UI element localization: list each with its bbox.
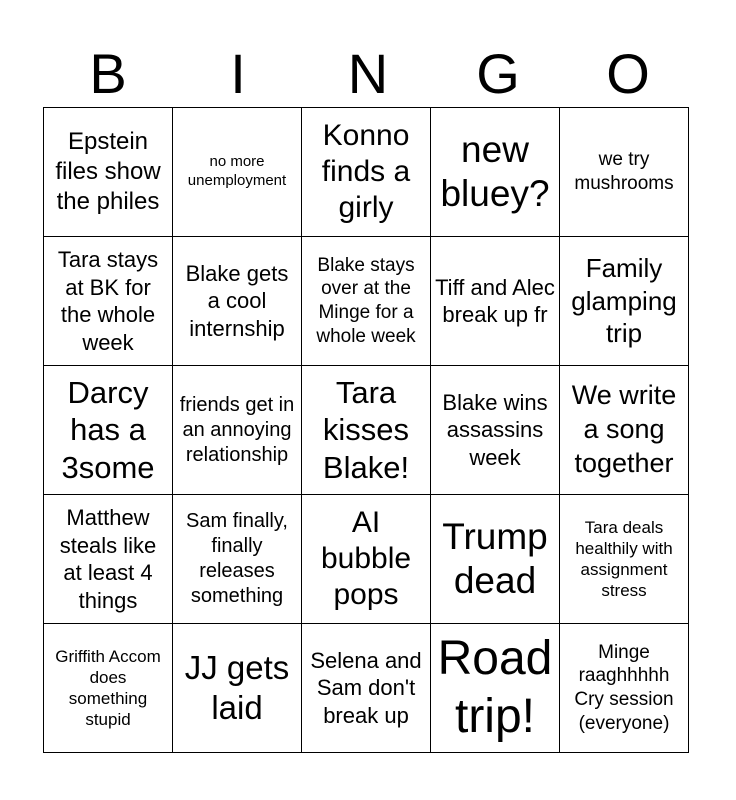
cell-label: Darcy has a 3some xyxy=(61,375,155,485)
bingo-cell[interactable] xyxy=(173,624,302,753)
bingo-cell[interactable] xyxy=(302,624,431,753)
bingo-cell[interactable] xyxy=(302,108,431,237)
bingo-cell[interactable] xyxy=(560,108,689,237)
bingo-row xyxy=(44,237,689,366)
bingo-cell[interactable] xyxy=(44,108,173,237)
bingo-cell[interactable] xyxy=(173,108,302,237)
header-letter-o: O xyxy=(606,42,650,105)
header-letter-i: I xyxy=(230,42,246,105)
bingo-cell[interactable] xyxy=(431,495,560,624)
cell-label: Tara deals healthily with assignment stress xyxy=(575,517,673,601)
bingo-cell[interactable] xyxy=(431,366,560,495)
bingo-cell[interactable] xyxy=(302,366,431,495)
bingo-card xyxy=(43,107,689,753)
bingo-cell[interactable] xyxy=(560,237,689,366)
bingo-cell[interactable] xyxy=(173,495,302,624)
bingo-cell[interactable] xyxy=(560,495,689,624)
cell-label: Matthew steals like at least 4 things xyxy=(59,505,157,613)
cell-label: Blake gets a cool internship xyxy=(185,260,289,341)
cell-label: Blake wins assassins week xyxy=(442,389,548,470)
bingo-row xyxy=(44,495,689,624)
bingo-cell[interactable] xyxy=(44,366,173,495)
header-letter-g: G xyxy=(476,42,520,105)
bingo-row xyxy=(44,624,689,753)
bingo-cell[interactable] xyxy=(44,495,173,624)
bingo-cell[interactable] xyxy=(560,624,689,753)
bingo-cell[interactable] xyxy=(44,624,173,753)
cell-label: Tara kisses Blake! xyxy=(322,375,410,485)
bingo-cell[interactable] xyxy=(560,366,689,495)
bingo-cell[interactable] xyxy=(431,624,560,753)
bingo-row xyxy=(44,108,689,237)
cell-label: We write a song together xyxy=(571,380,677,478)
bingo-cell[interactable] xyxy=(431,108,560,237)
cell-label: Road trip! xyxy=(437,632,553,743)
cell-label: Konno finds a girly xyxy=(321,119,411,224)
bingo-cell[interactable] xyxy=(173,366,302,495)
cell-label: Family glamping trip xyxy=(571,253,677,349)
bingo-cell[interactable] xyxy=(44,237,173,366)
bingo-cell[interactable] xyxy=(302,237,431,366)
bingo-header xyxy=(43,40,693,108)
cell-label: no more unemployment xyxy=(187,153,287,189)
bingo-cell[interactable] xyxy=(173,237,302,366)
cell-label: friends get in an annoying relationship xyxy=(179,393,295,466)
cell-label: Sam finally, finally releases something xyxy=(186,510,288,607)
bingo-cell[interactable] xyxy=(302,495,431,624)
cell-label: Tiff and Alec break up fr xyxy=(435,274,555,327)
cell-label: Minge raaghhhhh Cry session (everyone) xyxy=(574,641,674,734)
cell-label: Trump dead xyxy=(442,515,548,601)
cell-label: Griffith Accom does something stupid xyxy=(55,646,161,730)
cell-label: Selena and Sam don't break up xyxy=(310,647,422,728)
cell-label: AI bubble pops xyxy=(320,506,412,611)
cell-label: new bluey? xyxy=(440,128,550,214)
cell-label: we try mushrooms xyxy=(574,149,674,194)
bingo-cell[interactable] xyxy=(431,237,560,366)
header-letter-b: B xyxy=(89,42,127,105)
cell-label: Blake stays over at the Minge for a whole week xyxy=(316,254,416,347)
cell-label: Epstein files show the philes xyxy=(55,128,161,215)
header-letter-n: N xyxy=(347,42,389,105)
bingo-row xyxy=(44,366,689,495)
cell-label: JJ gets laid xyxy=(184,649,290,726)
cell-label: Tara stays at BK for the whole week xyxy=(57,247,159,355)
